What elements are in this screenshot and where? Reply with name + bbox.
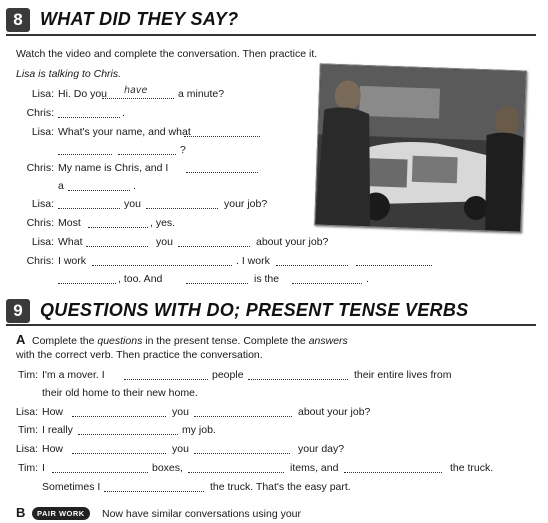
section-9-rule — [6, 324, 536, 326]
answer-blank[interactable] — [344, 462, 442, 473]
answer-blank[interactable] — [104, 481, 204, 492]
answer-blank[interactable] — [68, 180, 130, 191]
answer-blank[interactable] — [276, 255, 348, 266]
answer-blank[interactable] — [194, 443, 290, 454]
answer-blank[interactable] — [186, 273, 248, 284]
dialogue-text: What's your name, and what — [58, 126, 191, 138]
section-8-rule — [6, 34, 536, 36]
dialogue-text: is the — [254, 273, 280, 285]
dialogue-text: the truck. That's the easy part. — [210, 481, 351, 493]
speaker-label: Lisa: — [31, 88, 54, 100]
part-b-letter: B — [16, 505, 26, 520]
speaker-label: Tim: — [17, 424, 38, 436]
answer-blank[interactable] — [86, 236, 148, 247]
dialogue-text: . — [366, 273, 369, 285]
dialogue-text: their old home to their new home. — [42, 387, 198, 399]
dialogue-text: My name is Chris, and I — [58, 162, 169, 174]
section-8-instruction: Watch the video and complete the conversation. Then practice it. — [16, 48, 318, 60]
answer-blank[interactable] — [146, 198, 218, 209]
speaker-label: Tim: — [17, 369, 38, 381]
dialogue-text: . — [133, 180, 136, 192]
dialogue-text: you — [156, 236, 173, 248]
video-still-photo — [314, 63, 527, 232]
answer-blank[interactable] — [52, 462, 148, 473]
answer-blank[interactable] — [186, 162, 258, 173]
dialogue-text: , yes. — [150, 217, 176, 229]
speaker-label: Lisa: — [31, 198, 54, 210]
dialogue-text: your job? — [224, 198, 268, 210]
instruction-text: Complete the — [32, 335, 95, 347]
answer-blank[interactable] — [178, 236, 250, 247]
answer-blank[interactable] — [248, 369, 348, 380]
answer-blank[interactable] — [124, 369, 208, 380]
dialogue-text: . I work — [236, 255, 270, 267]
dialogue-text: a — [58, 180, 64, 192]
dialogue-text: you — [172, 443, 189, 455]
dialogue-text: Sometimes I — [42, 481, 101, 493]
section-9-title: QUESTIONS WITH DO; PRESENT TENSE VERBS — [40, 300, 469, 320]
dialogue-text: you — [172, 406, 189, 418]
answer-blank[interactable] — [184, 126, 260, 137]
speaker-label: Chris: — [26, 217, 54, 229]
speaker-label: Chris: — [26, 162, 54, 174]
section-9-number: 9 — [6, 299, 30, 323]
dialogue-text: people — [212, 369, 244, 381]
answer-blank[interactable] — [92, 255, 232, 266]
speaker-label: Lisa: — [15, 406, 38, 418]
answer-blank[interactable] — [58, 273, 116, 284]
dialogue-text: your day? — [298, 443, 345, 455]
photo-scene — [315, 64, 525, 231]
answer-blank[interactable] — [58, 107, 120, 118]
instruction-emphasis: answers — [308, 335, 348, 347]
answer-blank[interactable] — [118, 144, 176, 155]
dialogue-text: about your job? — [256, 236, 329, 248]
dialogue-text: about your job? — [298, 406, 371, 418]
speaker-label: Lisa: — [15, 443, 38, 455]
answer-blank[interactable] — [88, 217, 148, 228]
speaker-label: Tim: — [17, 462, 38, 474]
part-b-text: Now have similar conversations using your — [102, 508, 302, 520]
dialogue-text: you — [124, 198, 141, 210]
answer-blank[interactable] — [58, 198, 120, 209]
dialogue-text: Hi. Do you — [58, 88, 108, 100]
answer-blank[interactable] — [78, 424, 178, 435]
handwritten-answer: have — [124, 85, 148, 96]
dialogue-text: items, and — [290, 462, 339, 474]
dialogue-text: I really — [42, 424, 73, 436]
dialogue-text: the truck. — [450, 462, 494, 474]
speaker-label: Lisa: — [31, 126, 54, 138]
instruction-emphasis: questions — [97, 335, 143, 347]
section-8-number: 8 — [6, 8, 30, 32]
dialogue-text: my job. — [182, 424, 216, 436]
answer-blank[interactable] — [58, 144, 112, 155]
instruction-text: in the present tense. Complete the — [145, 335, 306, 347]
speaker-label: Chris: — [26, 255, 54, 267]
dialogue-text: What — [58, 236, 83, 248]
answer-blank[interactable] — [292, 273, 362, 284]
dialogue-text: Most — [58, 217, 81, 229]
dialogue-text: , too. And — [118, 273, 163, 285]
section-8-context: Lisa is talking to Chris. — [16, 68, 122, 80]
dialogue-text: I'm a mover. I — [42, 369, 105, 381]
dialogue-text: a minute? — [178, 88, 225, 100]
dialogue-text: I — [42, 462, 45, 474]
answer-blank[interactable] — [356, 255, 432, 266]
dialogue-text: . — [122, 107, 125, 119]
section-8-title: WHAT DID THEY SAY? — [40, 9, 239, 29]
answer-blank[interactable] — [188, 462, 284, 473]
dialogue-text: I work — [58, 255, 87, 267]
speaker-label: Chris: — [26, 107, 54, 119]
pair-work-badge: PAIR WORK — [32, 507, 90, 520]
dialogue-text: boxes, — [152, 462, 183, 474]
dialogue-text: How — [42, 406, 64, 418]
dialogue-text: How — [42, 443, 64, 455]
answer-blank[interactable] — [194, 406, 292, 417]
part-a-instruction — [32, 335, 348, 347]
dialogue-text: ? — [180, 144, 186, 156]
answer-blank[interactable] — [72, 406, 166, 417]
dialogue-text: their entire lives from — [354, 369, 452, 381]
speaker-label: Lisa: — [31, 236, 54, 248]
part-a-instruction-2: with the correct verb. Then practice the conversation. — [16, 349, 263, 361]
part-a-letter: A — [16, 332, 26, 347]
answer-blank[interactable] — [72, 443, 166, 454]
